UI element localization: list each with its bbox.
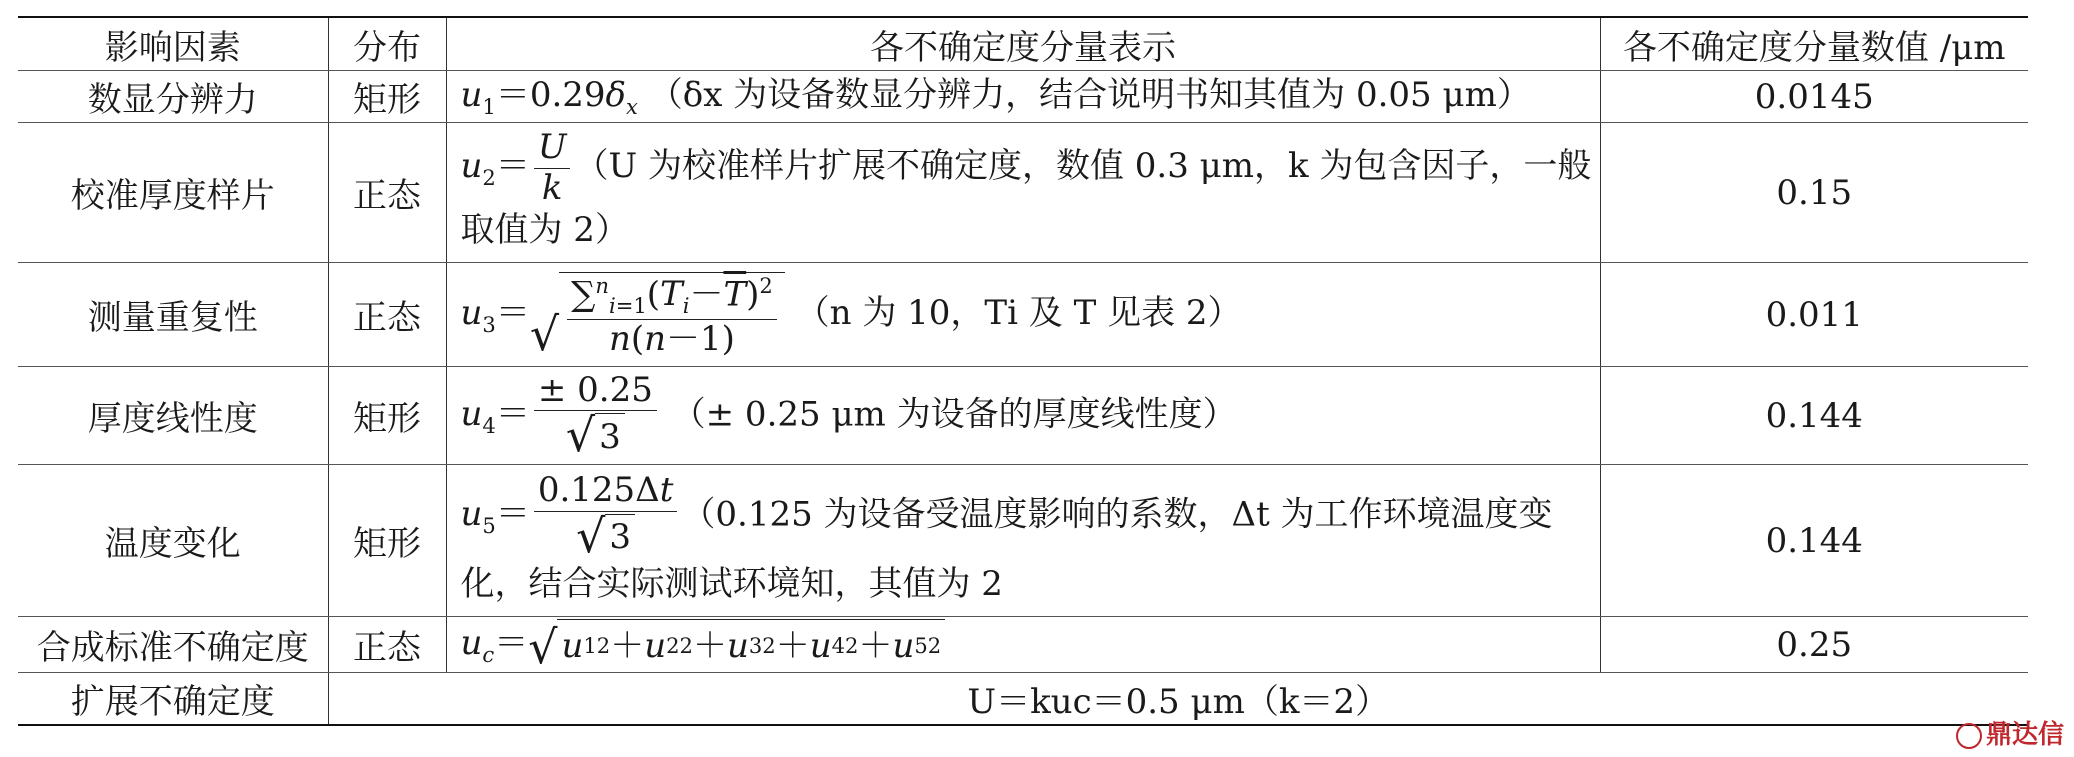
expanded-uncertainty-expression: U＝kuc＝0.5 μm（k＝2） (328, 673, 2028, 725)
value-cell: 0.0145 (1600, 71, 2028, 123)
watermark-logo-icon (1956, 723, 1982, 749)
factor-cell: 数显分辨力 (18, 71, 328, 123)
factor-cell: 扩展不确定度 (18, 673, 328, 725)
uncertainty-table (18, 16, 2028, 726)
expression-cell (446, 263, 1600, 367)
expression-note: （± 0.25 μm 为设备的厚度线性度） (671, 393, 1237, 434)
formula-u5: $u_5=$ 0.125Δt √ 3 (461, 494, 682, 534)
table-row (18, 465, 2028, 617)
header-distribution: 分布 (328, 17, 446, 71)
table-row (18, 263, 2028, 367)
value-cell: 0.144 (1600, 465, 2028, 617)
value-cell: 0.144 (1600, 367, 2028, 465)
table-row (18, 367, 2028, 465)
expression-cell (446, 465, 1600, 617)
table-row (18, 71, 2028, 123)
distribution-cell: 矩形 (328, 71, 446, 123)
expression-note: （0.125 为设备受温度影响的系数，Δt 为工作环境温度变化，结合实际测试环境知，其值为 2 (460, 494, 1553, 604)
distribution-cell: 矩形 (328, 465, 446, 617)
factor-cell: 合成标准不确定度 (18, 617, 328, 673)
formula-u2: $u_2=$ $\frac{U}{k}$ (461, 146, 575, 186)
distribution-cell: 正态 (328, 263, 446, 367)
formula-uc: $u_c=$ √ u 1 2 ＋ u 2 2 ＋ u 3 2 ＋ u 4 2 ＋ u 5 2 (461, 623, 946, 663)
header-factor: 影响因素 (18, 17, 328, 71)
expression-cell (446, 71, 1600, 123)
factor-cell: 厚度线性度 (18, 367, 328, 465)
value-cell: 0.011 (1600, 263, 2028, 367)
distribution-cell: 正态 (328, 123, 446, 263)
expression-note: （U 为校准样片扩展不确定度，数值 0.3 μm，k 为包含因子，一般取值为 2） (460, 146, 1592, 251)
header-row (18, 17, 2028, 71)
factor-cell: 测量重复性 (18, 263, 328, 367)
watermark (1956, 714, 2064, 751)
expression-cell (446, 617, 1600, 673)
distribution-cell: 矩形 (328, 367, 446, 465)
watermark-text: 鼎达信 (1985, 720, 2064, 750)
expression-cell (446, 367, 1600, 465)
factor-cell: 温度变化 (18, 465, 328, 617)
expression-note: （δx 为设备数显分辨力，结合说明书知其值为 0.05 μm） (648, 75, 1531, 115)
factor-cell: 校准厚度样片 (18, 123, 328, 263)
value-cell: 0.15 (1600, 123, 2028, 263)
header-expression: 各不确定度分量表示 (446, 17, 1600, 71)
distribution-cell: 正态 (328, 617, 446, 673)
expression-note: （n 为 10，Ti 及 T 见表 2） (795, 292, 1242, 333)
formula-u1: $u_1=0.29\delta_x$ (460, 75, 638, 119)
table-row (18, 673, 2028, 725)
header-value: 各不确定度分量数值 /μm (1600, 17, 2028, 71)
expression-cell (446, 123, 1600, 263)
table-row (18, 617, 2028, 673)
formula-u3: $u_3=$ √ $\frac{\sum^n_{i=1}(T_i-\overline{T})^2}{n(n-1)}$ (461, 293, 785, 333)
value-cell: 0.25 (1600, 617, 2028, 673)
formula-u4: $u_4=$ ± 0.25 √ 3 (461, 394, 661, 434)
table-row (18, 123, 2028, 263)
